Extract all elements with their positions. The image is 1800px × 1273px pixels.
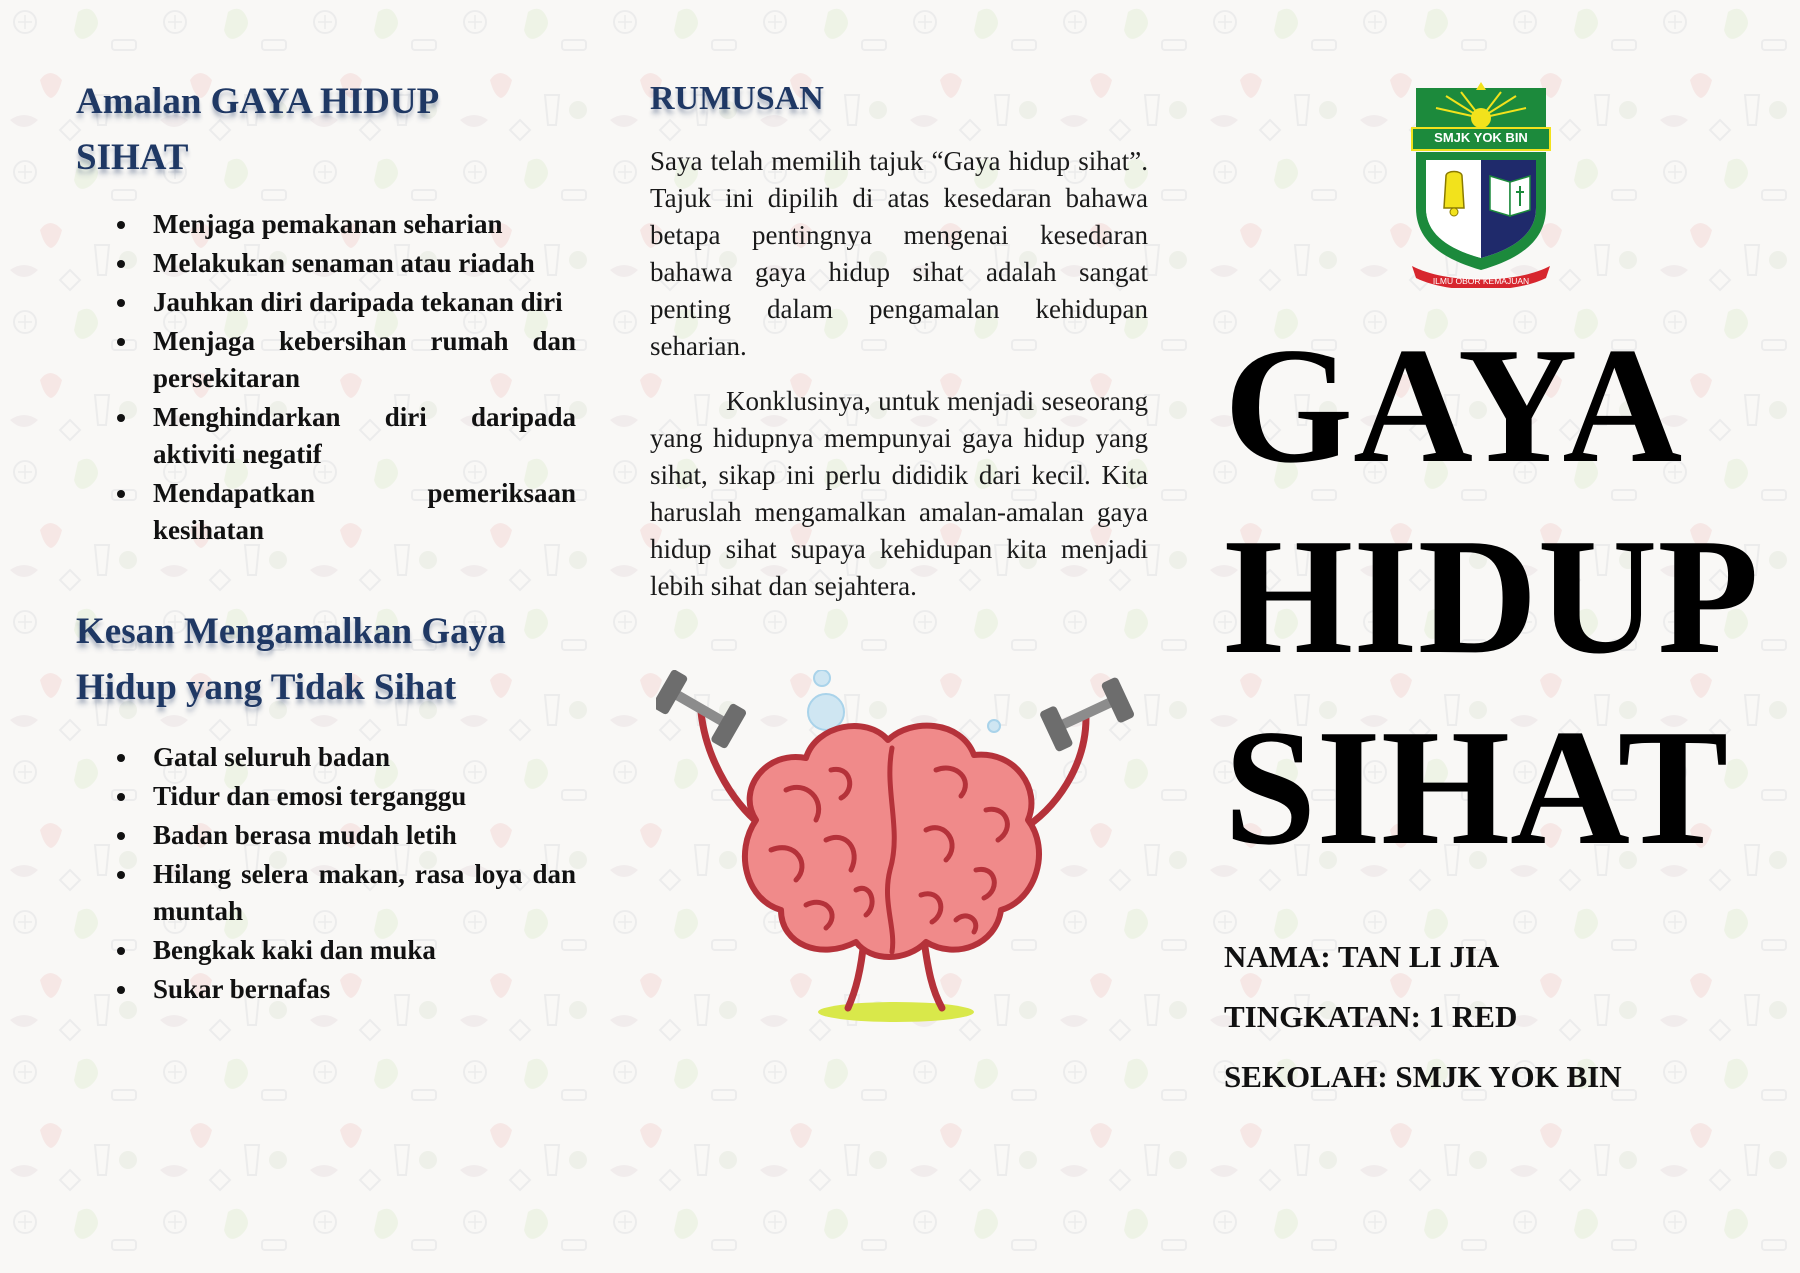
student-name: NAMA: TAN LI JIA [1224,939,1500,974]
rumusan-paragraph-1: Saya telah memilih tajuk “Gaya hidup sihat”. Tajuk ini dipilih di atas kesedaran bahawa betapa pentingnya mengenai kesedaran bahawa gaya hidup sihat adalah sangat penting dalam pengamalan kehidupan seharian. [650,146,1148,361]
list-item: Mendapatkan pemeriksaan kesihatan [153,475,576,549]
list-item: Jauhkan diri daripada tekanan diri [153,284,576,321]
logo-banner-text: SMJK YOK BIN [1434,130,1528,145]
list-item: Sukar bernafas [153,971,576,1008]
brain-dumbbell-illustration [656,670,1136,1030]
cover-title-line: GAYA [1224,313,1683,497]
list-item: Hilang selera makan, rasa loya dan muntah [153,856,576,930]
student-school: SEKOLAH: SMJK YOK BIN [1224,1059,1622,1094]
list-item: Menjaga pemakanan seharian [153,206,576,243]
list-item: Melakukan senaman atau riadah [153,245,576,282]
school-crest-logo [1406,78,1556,288]
list-item: Menghindarkan diri daripada aktiviti negatif [153,399,576,473]
cover-title-line: HIDUP [1224,504,1759,688]
list-item: Tidur dan emosi terganggu [153,778,576,815]
logo-motto-text: ILMU OBOR KEMAJUAN [1432,276,1530,286]
cover-title [1224,310,1759,883]
heading-amalan-gaya-hidup-sihat: Amalan GAYA HIDUP SIHAT [76,81,438,178]
list-item: Badan berasa mudah letih [153,817,576,854]
list-item: Menjaga kebersihan rumah dan persekitaran [153,323,576,397]
kesan-list [76,739,576,1010]
rumusan-paragraph-2: Konklusinya, untuk menjadi seseorang yang hidupnya mempunyai gaya hidup yang sihat, sikap ini perlu dididik dari kecil. Kita haruslah mengamalkan amalan-amalan gaya hidup sihat supaya kehidupan kita menjadi lebih sihat dan sejahtera. [650,386,1148,601]
heading-kesan: Kesan Mengamalkan Gaya Hidup yang Tidak Sihat [76,611,506,708]
heading-rumusan: RUMUSAN [650,80,824,117]
student-class: TINGKATAN: 1 RED [1224,999,1518,1034]
amalan-list [76,206,576,551]
list-item: Gatal seluruh badan [153,739,576,776]
list-item: Bengkak kaki dan muka [153,932,576,969]
cover-title-line: SIHAT [1224,695,1729,879]
